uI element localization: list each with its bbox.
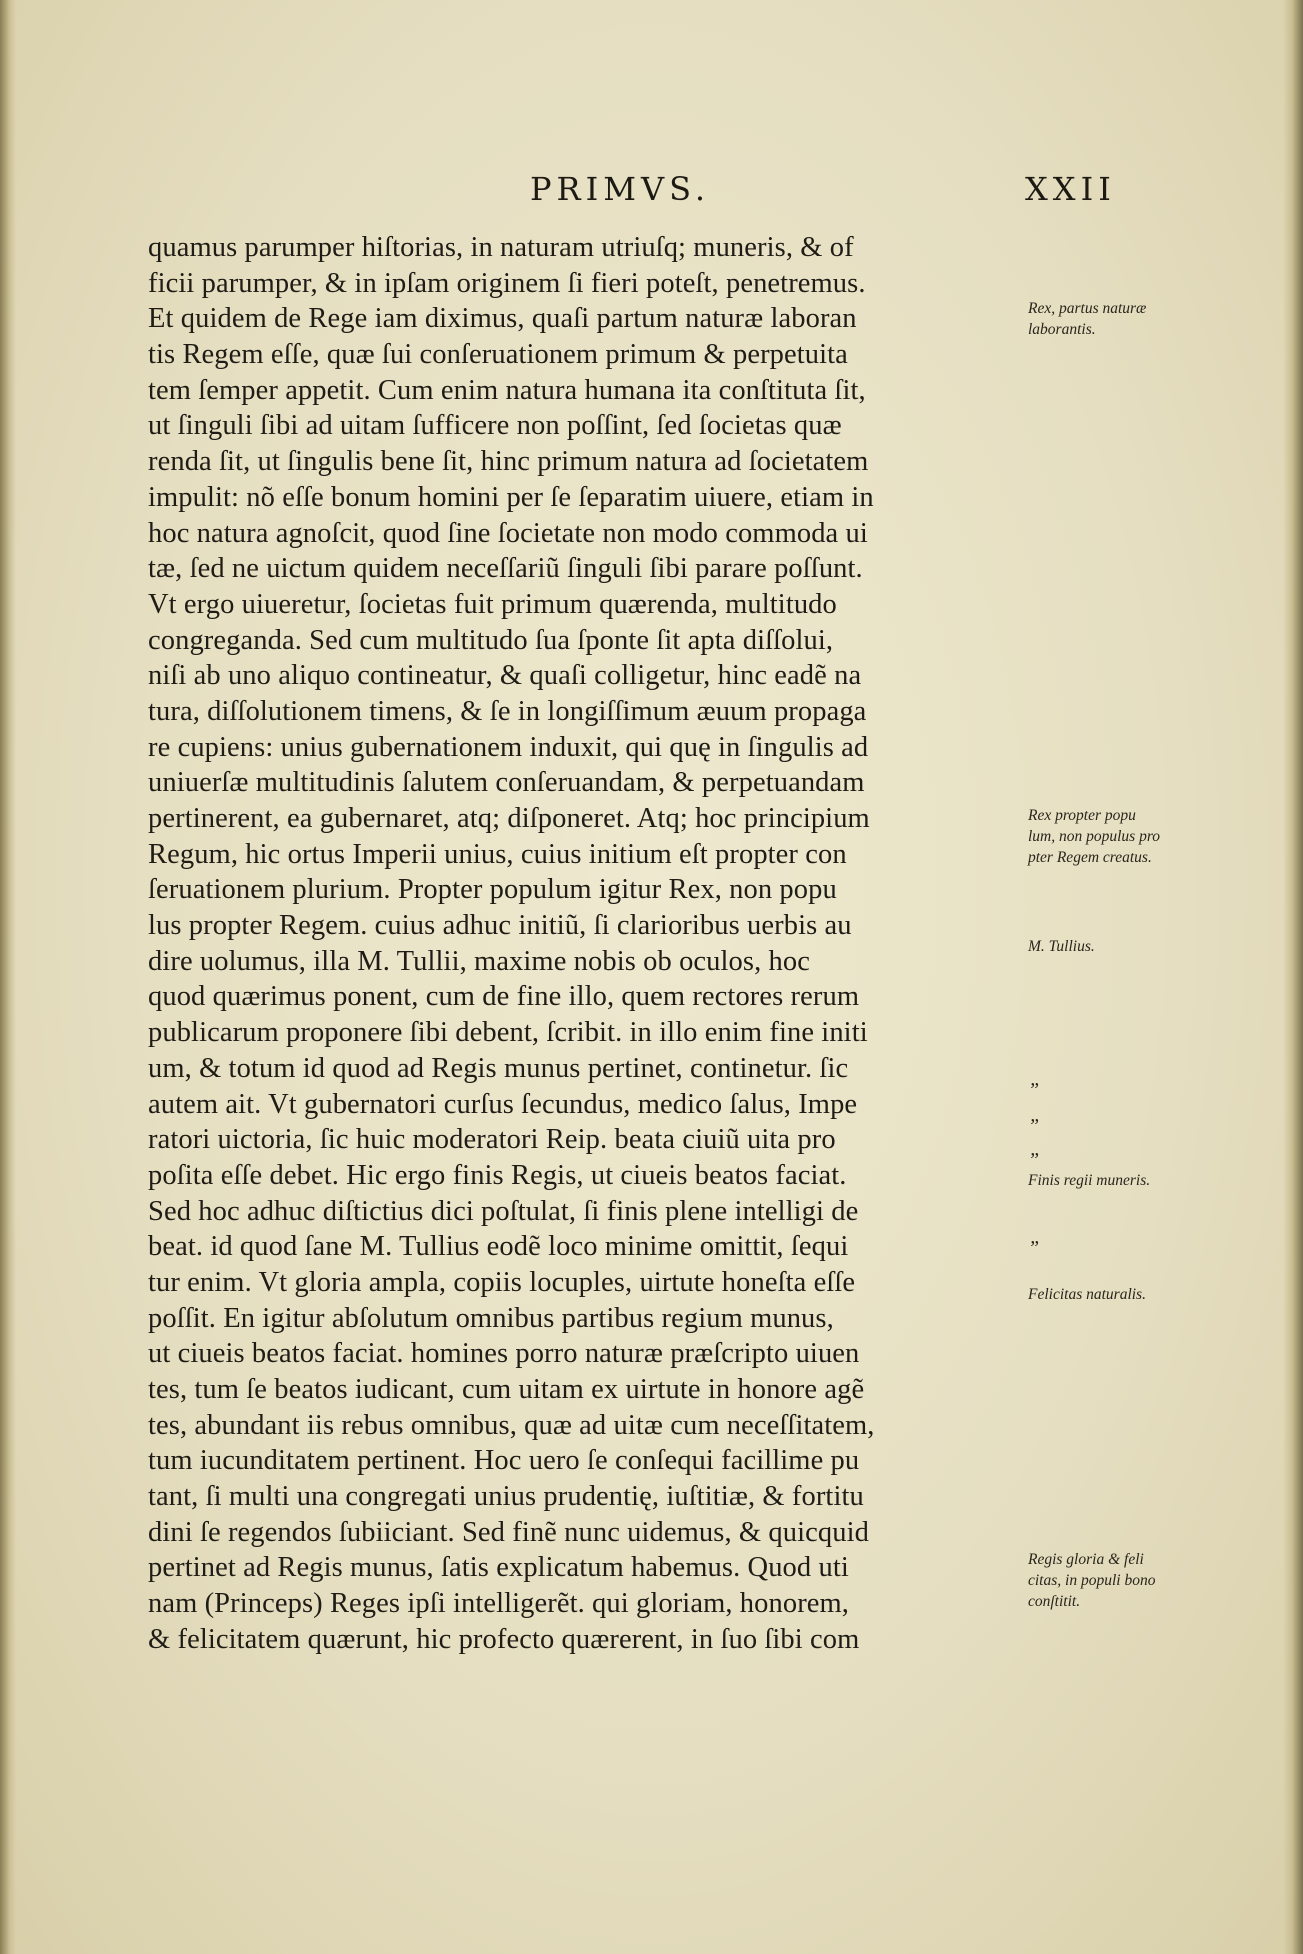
- text-line: Et quidem de Rege iam diximus, quaſi partum naturæ laboran: [148, 303, 857, 335]
- text-line: tæ, ſed ne uictum quidem neceſſariũ ſinguli ſibi parare poſſunt.: [148, 553, 863, 585]
- text-line: ratori uictoria, ſic huic moderatori Reip. beata ciuiũ uita pro: [148, 1124, 836, 1156]
- text-line: hoc natura agnoſcit, quod ſine ſocietate non modo commoda ui: [148, 517, 868, 549]
- gloss-line: ”: [1028, 1079, 1040, 1101]
- gloss-line: Rex propter popu: [1028, 807, 1136, 824]
- text-line: autem ait. Vt gubernatori curſus ſecundus, medico ſalus, Impe: [148, 1088, 858, 1120]
- text-line: pertinerent, ea gubernaret, atq; diſponeret. Atq; hoc principium: [148, 803, 870, 834]
- main-text-block: [148, 230, 1008, 1658]
- text-line: pertinet ad Regis munus, ſatis explicatum habemus. Quod uti: [148, 1552, 849, 1584]
- gloss-line: ”: [1028, 1115, 1040, 1137]
- text-line: tis Regem eſſe, quæ ſui conſeruationem primum & perpetuita: [148, 339, 848, 371]
- text-line: niſi ab uno aliquo contineatur, & quaſi colligetur, hinc eadẽ na: [148, 660, 862, 692]
- gloss-line: laborantis.: [1028, 321, 1096, 338]
- text-line: ut ſinguli ſibi ad uitam ſufficere non poſſint, ſed ſocietas quæ: [148, 410, 842, 442]
- marginal-quote-mark: [1028, 1116, 1218, 1137]
- text-line: tura, diſſolutionem timens, & ſe in longiſſimum æuum propaga: [148, 695, 867, 727]
- running-head: PRIMVS.: [530, 170, 711, 208]
- text-line: ſeruationem plurium. Propter populum igitur Rex, non popu: [148, 874, 837, 906]
- marginal-gloss: [1028, 1549, 1218, 1612]
- text-line: tes, abundant iis rebus omnibus, quæ ad uitæ cum neceſſitatem,: [148, 1409, 875, 1441]
- text-line: quamus parumper hiſtorias, in naturam utriuſq; muneris, & of: [148, 232, 854, 263]
- text-line: tem ſemper appetit. Cum enim natura humana ita conſtituta ſit,: [148, 374, 866, 406]
- gloss-line: Regis gloria & feli: [1028, 1551, 1144, 1568]
- text-line: renda ſit, ut ſingulis bene ſit, hinc primum natura ad ſocietatem: [148, 446, 869, 478]
- text-line: congreganda. Sed cum multitudo ſua ſponte ſit apta diſſolui,: [148, 624, 834, 656]
- text-line: tant, ſi multi una congregati unius prudentię, iuſtitiæ, & fortitu: [148, 1481, 864, 1513]
- text-line: beat. id quod ſane M. Tullius eodẽ loco minime omittit, ſequi: [148, 1231, 849, 1263]
- marginal-quote-mark: [1028, 1150, 1218, 1171]
- text-line: Vt ergo uiueretur, ſocietas fuit primum quærenda, multitudo: [148, 588, 837, 620]
- gloss-line: Finis regii muneris.: [1028, 1172, 1151, 1189]
- text-line: ut ciueis beatos faciat. homines porro naturæ præſcripto uiuen: [148, 1338, 860, 1370]
- gloss-line: ”: [1028, 1237, 1040, 1259]
- text-line: lus propter Regem. cuius adhuc initiũ, ſi clarioribus uerbis au: [148, 910, 852, 942]
- text-line: uniuerſæ multitudinis ſalutem conſeruandam, & perpetuandam: [148, 767, 865, 799]
- text-line: tum iucunditatem pertinent. Hoc uero ſe conſequi facillime pu: [148, 1445, 860, 1477]
- text-line: tur enim. Vt gloria ampla, copiis locuples, uirtute honeſta eſſe: [148, 1266, 856, 1298]
- text-line: tes, tum ſe beatos iudicant, cum uitam ex uirtute in honore agẽ: [148, 1374, 865, 1405]
- marginal-quote-mark: [1028, 1080, 1218, 1101]
- text-line: poſſit. En igitur abſolutum omnibus partibus regium munus,: [148, 1302, 834, 1334]
- marginal-gloss: [1028, 936, 1218, 957]
- text-line: um, & totum id quod ad Regis munus pertinet, continetur. ſic: [148, 1052, 849, 1084]
- gloss-line: M. Tullius.: [1028, 938, 1095, 955]
- text-line: dini ſe regendos ſubiiciant. Sed finẽ nunc uidemus, & quicquid: [148, 1516, 869, 1548]
- marginal-gloss: [1028, 1284, 1218, 1305]
- text-line: quod quærimus ponent, cum de fine illo, quem rectores rerum: [148, 981, 860, 1013]
- text-line: dire uolumus, illa M. Tullii, maxime nobis ob oculos, hoc: [148, 945, 810, 977]
- text-line: publicarum proponere ſibi debent, ſcribit. in illo enim fine initi: [148, 1017, 868, 1049]
- text-line: ficii parumper, & in ipſam originem ſi fieri poteſt, penetremus.: [148, 267, 866, 299]
- text-line: poſita eſſe debet. Hic ergo finis Regis, ut ciueis beatos faciat.: [148, 1159, 847, 1191]
- gloss-line: lum, non populus pro: [1028, 828, 1161, 845]
- marginal-gloss: [1028, 298, 1218, 340]
- text-line: Sed hoc adhuc diſtictius dici poſtulat, ſi finis plene intelligi de: [148, 1195, 859, 1227]
- folio-number: XXII: [1025, 170, 1116, 208]
- gloss-line: conſtitit.: [1028, 1593, 1081, 1610]
- text-line: nam (Princeps) Reges ipſi intelligerẽt. qui gloriam, honorem,: [148, 1588, 850, 1620]
- text-line: Regum, hic ortus Imperii unius, cuius initium eſt propter con: [148, 838, 847, 870]
- gloss-line: Felicitas naturalis.: [1028, 1286, 1146, 1303]
- text-line: re cupiens: unius gubernationem induxit, qui quę in ſingulis ad: [148, 731, 869, 763]
- gloss-line: Rex, partus naturæ: [1028, 300, 1147, 317]
- marginal-gloss: [1028, 1170, 1218, 1191]
- gloss-line: pter Regem creatus.: [1028, 849, 1152, 866]
- text-line: & felicitatem quærunt, hic profecto quærerent, in ſuo ſibi com: [148, 1623, 860, 1655]
- marginal-gloss: [1028, 805, 1218, 868]
- marginal-quote-mark: [1028, 1238, 1218, 1259]
- gloss-line: ”: [1028, 1149, 1040, 1171]
- gloss-line: citas, in populi bono: [1028, 1572, 1156, 1589]
- text-line: impulit: nõ eſſe bonum homini per ſe ſeparatim uiuere, etiam in: [148, 481, 874, 513]
